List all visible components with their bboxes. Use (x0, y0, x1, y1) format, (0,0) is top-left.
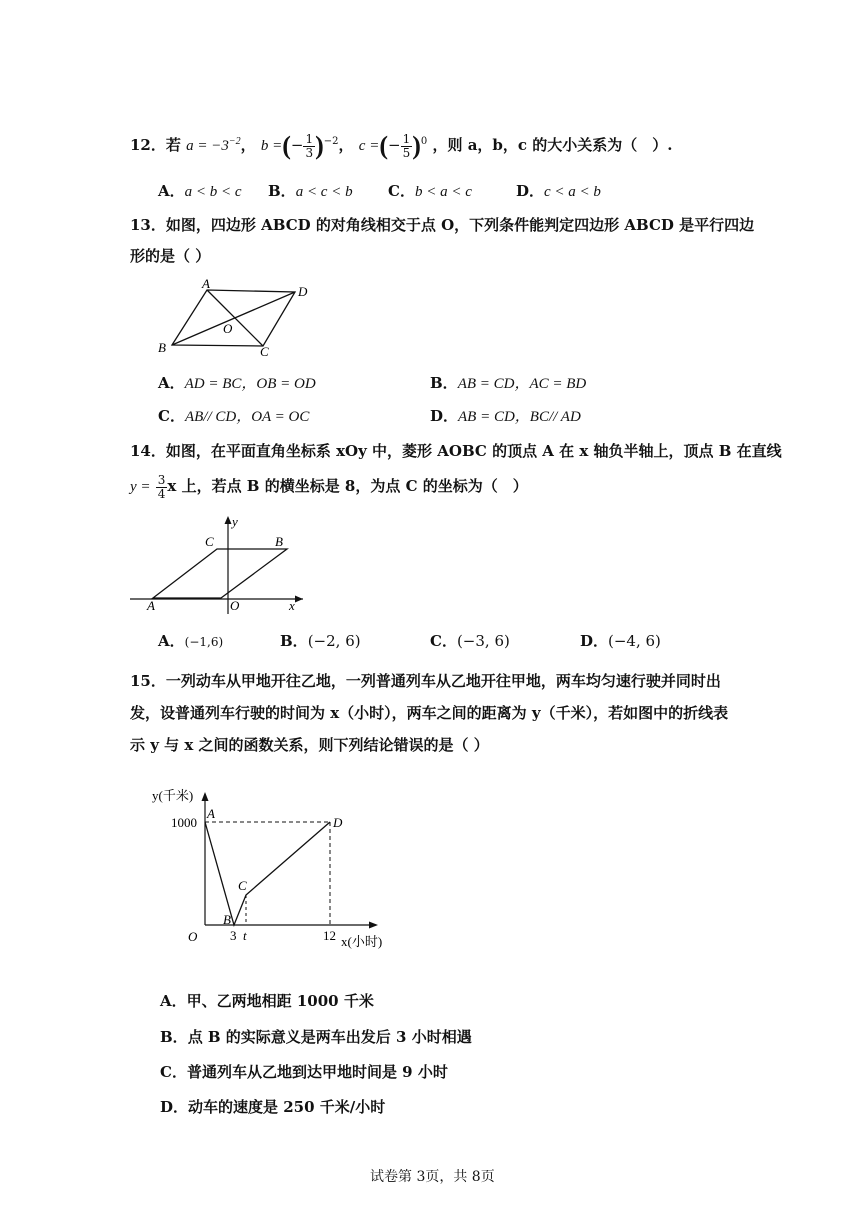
q15-origin-label: O (188, 929, 198, 944)
q12-expr-b: b = (260, 138, 283, 154)
q13-label-o: O (223, 321, 233, 336)
q15-option-b[interactable]: B．点 B 的实际意义是两车出发后 3 小时相遇 (160, 1028, 472, 1046)
q14-label-b: B (275, 534, 283, 549)
q15-point-d: D (333, 815, 343, 830)
q13-label-a: A (202, 276, 210, 291)
q15-y-tick-1000: 1000 (171, 815, 197, 830)
q15-point-c: C (238, 878, 247, 893)
q13-option-d[interactable]: D．AB = CD，BC// AD (430, 407, 581, 425)
page-footer: 试卷第 3页，共 8页 (370, 1169, 495, 1185)
q12-expr-a: $a = -3^{-2}$ (186, 136, 241, 154)
q12-option-c[interactable]: C．b < a < c (388, 182, 472, 200)
q14-rhombus-figure (125, 512, 310, 617)
q15-point-a: A (207, 806, 215, 821)
q13-stem-line1: 13．如图，四边形 ABCD 的对角线相交于点 O，下列条件能判定四边形 ABCD 是平行四边 (130, 216, 755, 234)
q14-label-x: x (289, 598, 295, 613)
q15-stem-line1: 15．一列动车从甲地开往乙地，一列普通列车从乙地开往甲地，两车均匀速行驶并同时出 (130, 672, 721, 690)
q15-y-axis-label: y(千米) (152, 788, 194, 803)
q14-stem-line1: 14．如图，在平面直角坐标系 xOy 中，菱形 AOBC 的顶点 A 在 x 轴负半轴上，顶点 B 在直线 (130, 442, 782, 460)
q12-stem: 12．若 $a = -3^{-2}$， b =(− $\frac{1}{3}$ )$^{-2}$， c =(− $\frac{1}{5}$ )$^0$ ，则 a，b，c 的大小关系为（ ）. (130, 131, 673, 160)
q13-label-b: B (158, 340, 166, 355)
q15-distance-time-graph (148, 778, 398, 958)
q15-stem-line2: 发，设普通列车行驶的时间为 x（小时），两车之间的距离为 y（千米），若如图中的折线表 (130, 704, 729, 722)
q15-point-b: B (223, 912, 231, 927)
q12-expr-c: c = (358, 138, 380, 154)
q15-option-d[interactable]: D．动车的速度是 250 千米/小时 (160, 1098, 386, 1116)
q14-option-c[interactable]: C．(−3, 6) (430, 632, 510, 650)
q15-option-a[interactable]: A．甲、乙两地相距 1000 千米 (160, 992, 374, 1010)
q15-x-axis-label: x(小时) (341, 934, 383, 949)
q14-label-o: O (230, 598, 240, 613)
q14-label-a: A (147, 598, 155, 613)
q14-label-c: C (205, 534, 214, 549)
q13-stem-line2: 形的是（ ） (130, 247, 211, 265)
q13-option-b[interactable]: B．AB = CD，AC = BD (430, 374, 587, 392)
q15-x-tick-12: 12 (323, 928, 336, 943)
q15-option-c[interactable]: C．普通列车从乙地到达甲地时间是 9 小时 (160, 1063, 448, 1081)
q13-parallelogram-figure (150, 276, 320, 360)
q12-option-a[interactable]: A．a < b < c (158, 182, 242, 200)
q14-stem-line2: y = $\frac{3}{4}$ x 上，若点 B 的横坐标是 8，为点 C 的坐标为（ ） (130, 472, 528, 501)
q14-option-d[interactable]: D．(−4, 6) (580, 632, 661, 650)
q13-label-c: C (260, 344, 269, 359)
q15-x-tick-t: t (243, 928, 247, 943)
q14-option-a[interactable]: A．(−1,6) (158, 632, 224, 650)
q13-option-a[interactable]: A．AD = BC，OB = OD (158, 374, 316, 392)
q12-option-d[interactable]: D．c < a < b (516, 182, 601, 200)
q15-stem-line3: 示 y 与 x 之间的函数关系，则下列结论错误的是（ ） (130, 736, 489, 754)
q13-label-d: D (298, 284, 308, 299)
q13-option-c[interactable]: C．AB// CD，OA = OC (158, 407, 310, 425)
q14-option-b[interactable]: B．(−2, 6) (280, 632, 361, 650)
q14-label-y: y (232, 514, 238, 529)
q12-option-b[interactable]: B．a < c < b (268, 182, 353, 200)
q15-x-tick-3: 3 (230, 928, 237, 943)
